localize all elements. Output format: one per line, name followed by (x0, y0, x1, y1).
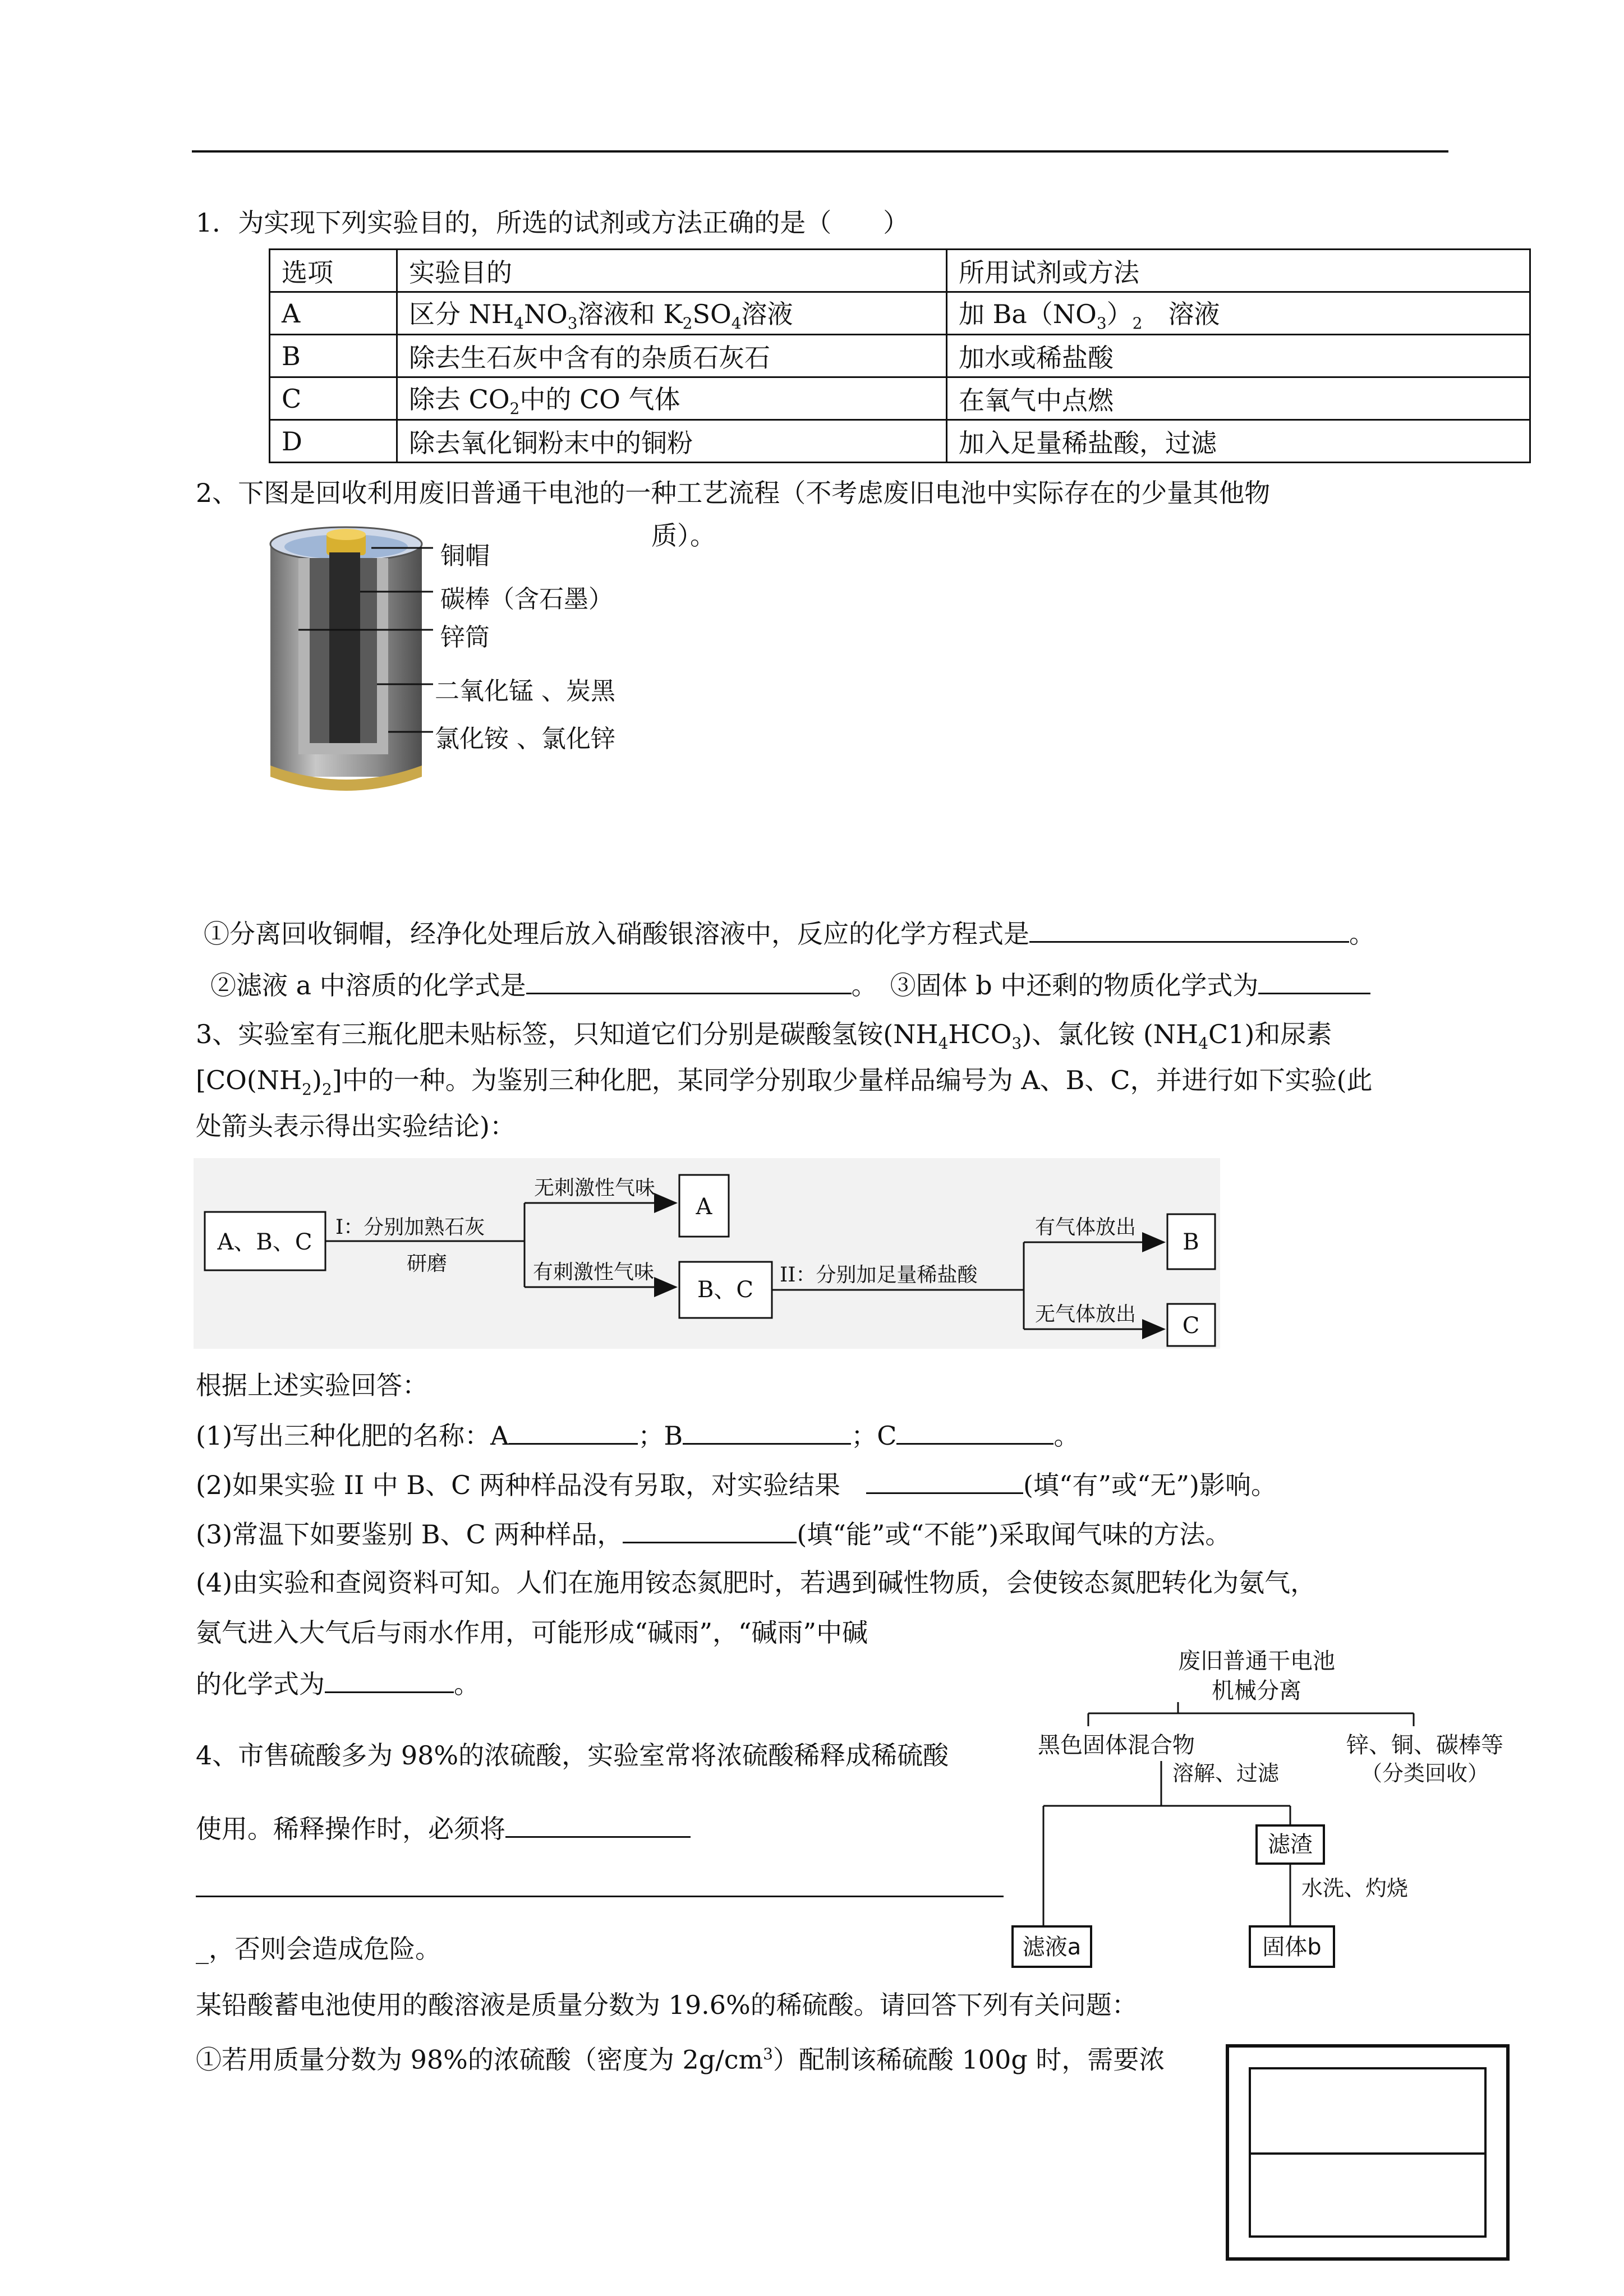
flow-black-solid: 黑色固体混合物 (1038, 1732, 1195, 1758)
answer-blank[interactable] (896, 1417, 1053, 1445)
goal-cell: 除去生石灰中含有的杂质石灰石 (397, 335, 947, 377)
q3-line3: 处箭头表示得出实验结论)： (196, 1111, 516, 1141)
goal-cell: 区分 $NH_4NO_3$溶液和 $K_2SO_4$溶液 (397, 292, 947, 335)
table-row (270, 377, 1530, 420)
table-header-cell: 实验目的 (397, 250, 947, 292)
answer-blank[interactable] (509, 1417, 638, 1445)
q3-line2: $[CO(NH_2)_2]$中的一种。为鉴别三种化肥，某同学分别取少量样品编号为 A、B、C，并进行如下实验(此 (196, 1065, 1373, 1099)
no-gas-label: 无气体放出 (1035, 1303, 1137, 1326)
battery-label-zinc: 锌筒 (440, 623, 490, 652)
method-cell: 在氧气中点燃 (947, 377, 1530, 420)
flow-step-wash: 水洗、灼烧 (1301, 1876, 1409, 1901)
answer-blank[interactable] (1029, 915, 1349, 943)
box-bc-label: B、C (697, 1277, 753, 1303)
recycling-flowchart (1010, 1643, 1531, 1980)
q3-part3: (3)常温下如要鉴别 B、C 两种样品， (填“能”或“不能”)采取闻气味的方法。 (196, 1516, 1231, 1551)
flow-top-step: 机械分离 (1212, 1678, 1301, 1704)
method-cell: 加入足量稀盐酸，过滤 (947, 420, 1530, 463)
q1-stem: 1．为实现下列实验目的，所选的试剂或方法正确的是（ ） (196, 208, 909, 238)
identification-flowchart (194, 1158, 1220, 1349)
table-header-row (270, 250, 1530, 292)
answer-blank[interactable] (683, 1417, 851, 1445)
box-b-label: B (1183, 1229, 1199, 1255)
gas-label: 有气体放出 (1035, 1216, 1137, 1239)
q4-line1: 4、市售硫酸多为 98%的浓硫酸，实验室常将浓硫酸稀释成稀硫酸 (196, 1740, 949, 1771)
q3-line1: 3、实验室有三瓶化肥未贴标签，只知道它们分别是碳酸氢铵$(NH_4HCO_3)$、氯化铵 $(NH_4C1)$和尿素 (196, 1019, 1332, 1053)
answer-blank[interactable] (505, 1810, 691, 1838)
step2-label: II：分别加足量稀盐酸 (780, 1264, 978, 1287)
start-box-label: A、B、C (217, 1229, 312, 1255)
table-header-cell: 所用试剂或方法 (947, 250, 1530, 292)
battery-label-rod: 碳棒（含石墨） (440, 585, 613, 614)
flow-filtrate: 滤液a (1022, 1934, 1082, 1960)
q3-part1: (1)写出三种化肥的名称：A ；B ；C 。 (196, 1417, 1079, 1453)
q2-sub2-3: ②滤液 a 中溶质的化学式是 。 ③固体 b 中还剩的物质化学式为 (210, 967, 1370, 1002)
no-smell-label: 无刺激性气味 (534, 1177, 656, 1200)
flow-step-dissolve: 溶解、过滤 (1172, 1761, 1280, 1786)
q2-sub1: ①分离回收铜帽，经净化处理后放入硝酸银溶液中，反应的化学方程式是 。 (204, 915, 1375, 951)
q2-stem-line2: 质）。 (651, 520, 716, 551)
q3-part4-line2: 氨气进入大气后与雨水作用，可能形成“碱雨”，“碱雨”中碱 (196, 1617, 868, 1648)
answer-blank[interactable] (1258, 967, 1370, 994)
flow-metals: 锌、铜、碳棒等 (1346, 1732, 1503, 1758)
answer-blank[interactable] (526, 967, 852, 994)
battery-label-cap: 铜帽 (440, 542, 490, 570)
answer-line[interactable] (196, 1896, 1004, 1897)
q2-stem-line1: 2、下图是回收利用废旧普通干电池的一种工艺流程（不考虑废旧电池中实际存在的少量其他物 (196, 478, 1271, 508)
q4-line5: ①若用质量分数为 98%的浓硫酸（密度为 $2g/cm^3$）配制该稀硫酸 100g 时，需要浓 (196, 2044, 1165, 2075)
table-row (270, 292, 1530, 335)
flow-solid: 固体b (1262, 1934, 1322, 1960)
q4-line2: 使用。稀释操作时，必须将 (196, 1810, 691, 1846)
option-cell: D (270, 420, 397, 463)
smell-label: 有刺激性气味 (533, 1261, 655, 1284)
answer-blank[interactable] (866, 1467, 1023, 1494)
option-cell: B (270, 335, 397, 377)
answer-blank[interactable] (325, 1666, 454, 1693)
table-header-cell: 选项 (270, 250, 397, 292)
header-rule (192, 150, 1448, 153)
flow-top-label: 废旧普通干电池 (1178, 1648, 1335, 1674)
option-cell: A (270, 292, 397, 335)
flow-residue: 滤渣 (1268, 1832, 1313, 1857)
q3-part2: (2)如果实验 II 中 B、C 两种样品没有另取，对实验结果 (填“有”或“无”)影响。 (196, 1467, 1277, 1502)
answer-blank[interactable] (623, 1516, 797, 1543)
q4-line4: 某铅酸蓄电池使用的酸溶液是质量分数为 19.6%的稀硫酸。请回答下列有关问题： (196, 1990, 1138, 2020)
step1-label: I：分别加熟石灰 (335, 1216, 485, 1239)
bottle-label-figure (1223, 2041, 1515, 2266)
q4-line3: _，否则会造成危险。 (196, 1934, 441, 1964)
table-row (270, 335, 1530, 377)
flow-metals-note: （分类回收） (1360, 1761, 1489, 1786)
goal-cell: 除去 $CO_2$中的 CO 气体 (397, 377, 947, 420)
q3-answer-intro: 根据上述实验回答： (196, 1370, 428, 1400)
table-row (270, 420, 1530, 463)
q3-part4-line1: (4)由实验和查阅资料可知。人们在施用铵态氮肥时，若遇到碱性物质，会使铵态氮肥转化为氨气， (196, 1567, 1317, 1598)
goal-cell: 除去氧化铜粉末中的铜粉 (397, 420, 947, 463)
option-cell: C (270, 377, 397, 420)
box-c-label: C (1182, 1313, 1200, 1339)
method-cell: 加 $Ba(NO_3)_2$ 溶液 (947, 292, 1530, 335)
method-cell: 加水或稀盐酸 (947, 335, 1530, 377)
q3-part4-line3: 的化学式为 。 (196, 1666, 480, 1701)
q1-table (269, 248, 1531, 463)
box-a-label: A (696, 1194, 712, 1220)
battery-label-mno2: 二氧化锰 、炭黑 (435, 677, 615, 706)
battery-label-electrolyte: 氯化铵 、氯化锌 (435, 725, 615, 753)
step1-sublabel: 研磨 (407, 1252, 448, 1275)
